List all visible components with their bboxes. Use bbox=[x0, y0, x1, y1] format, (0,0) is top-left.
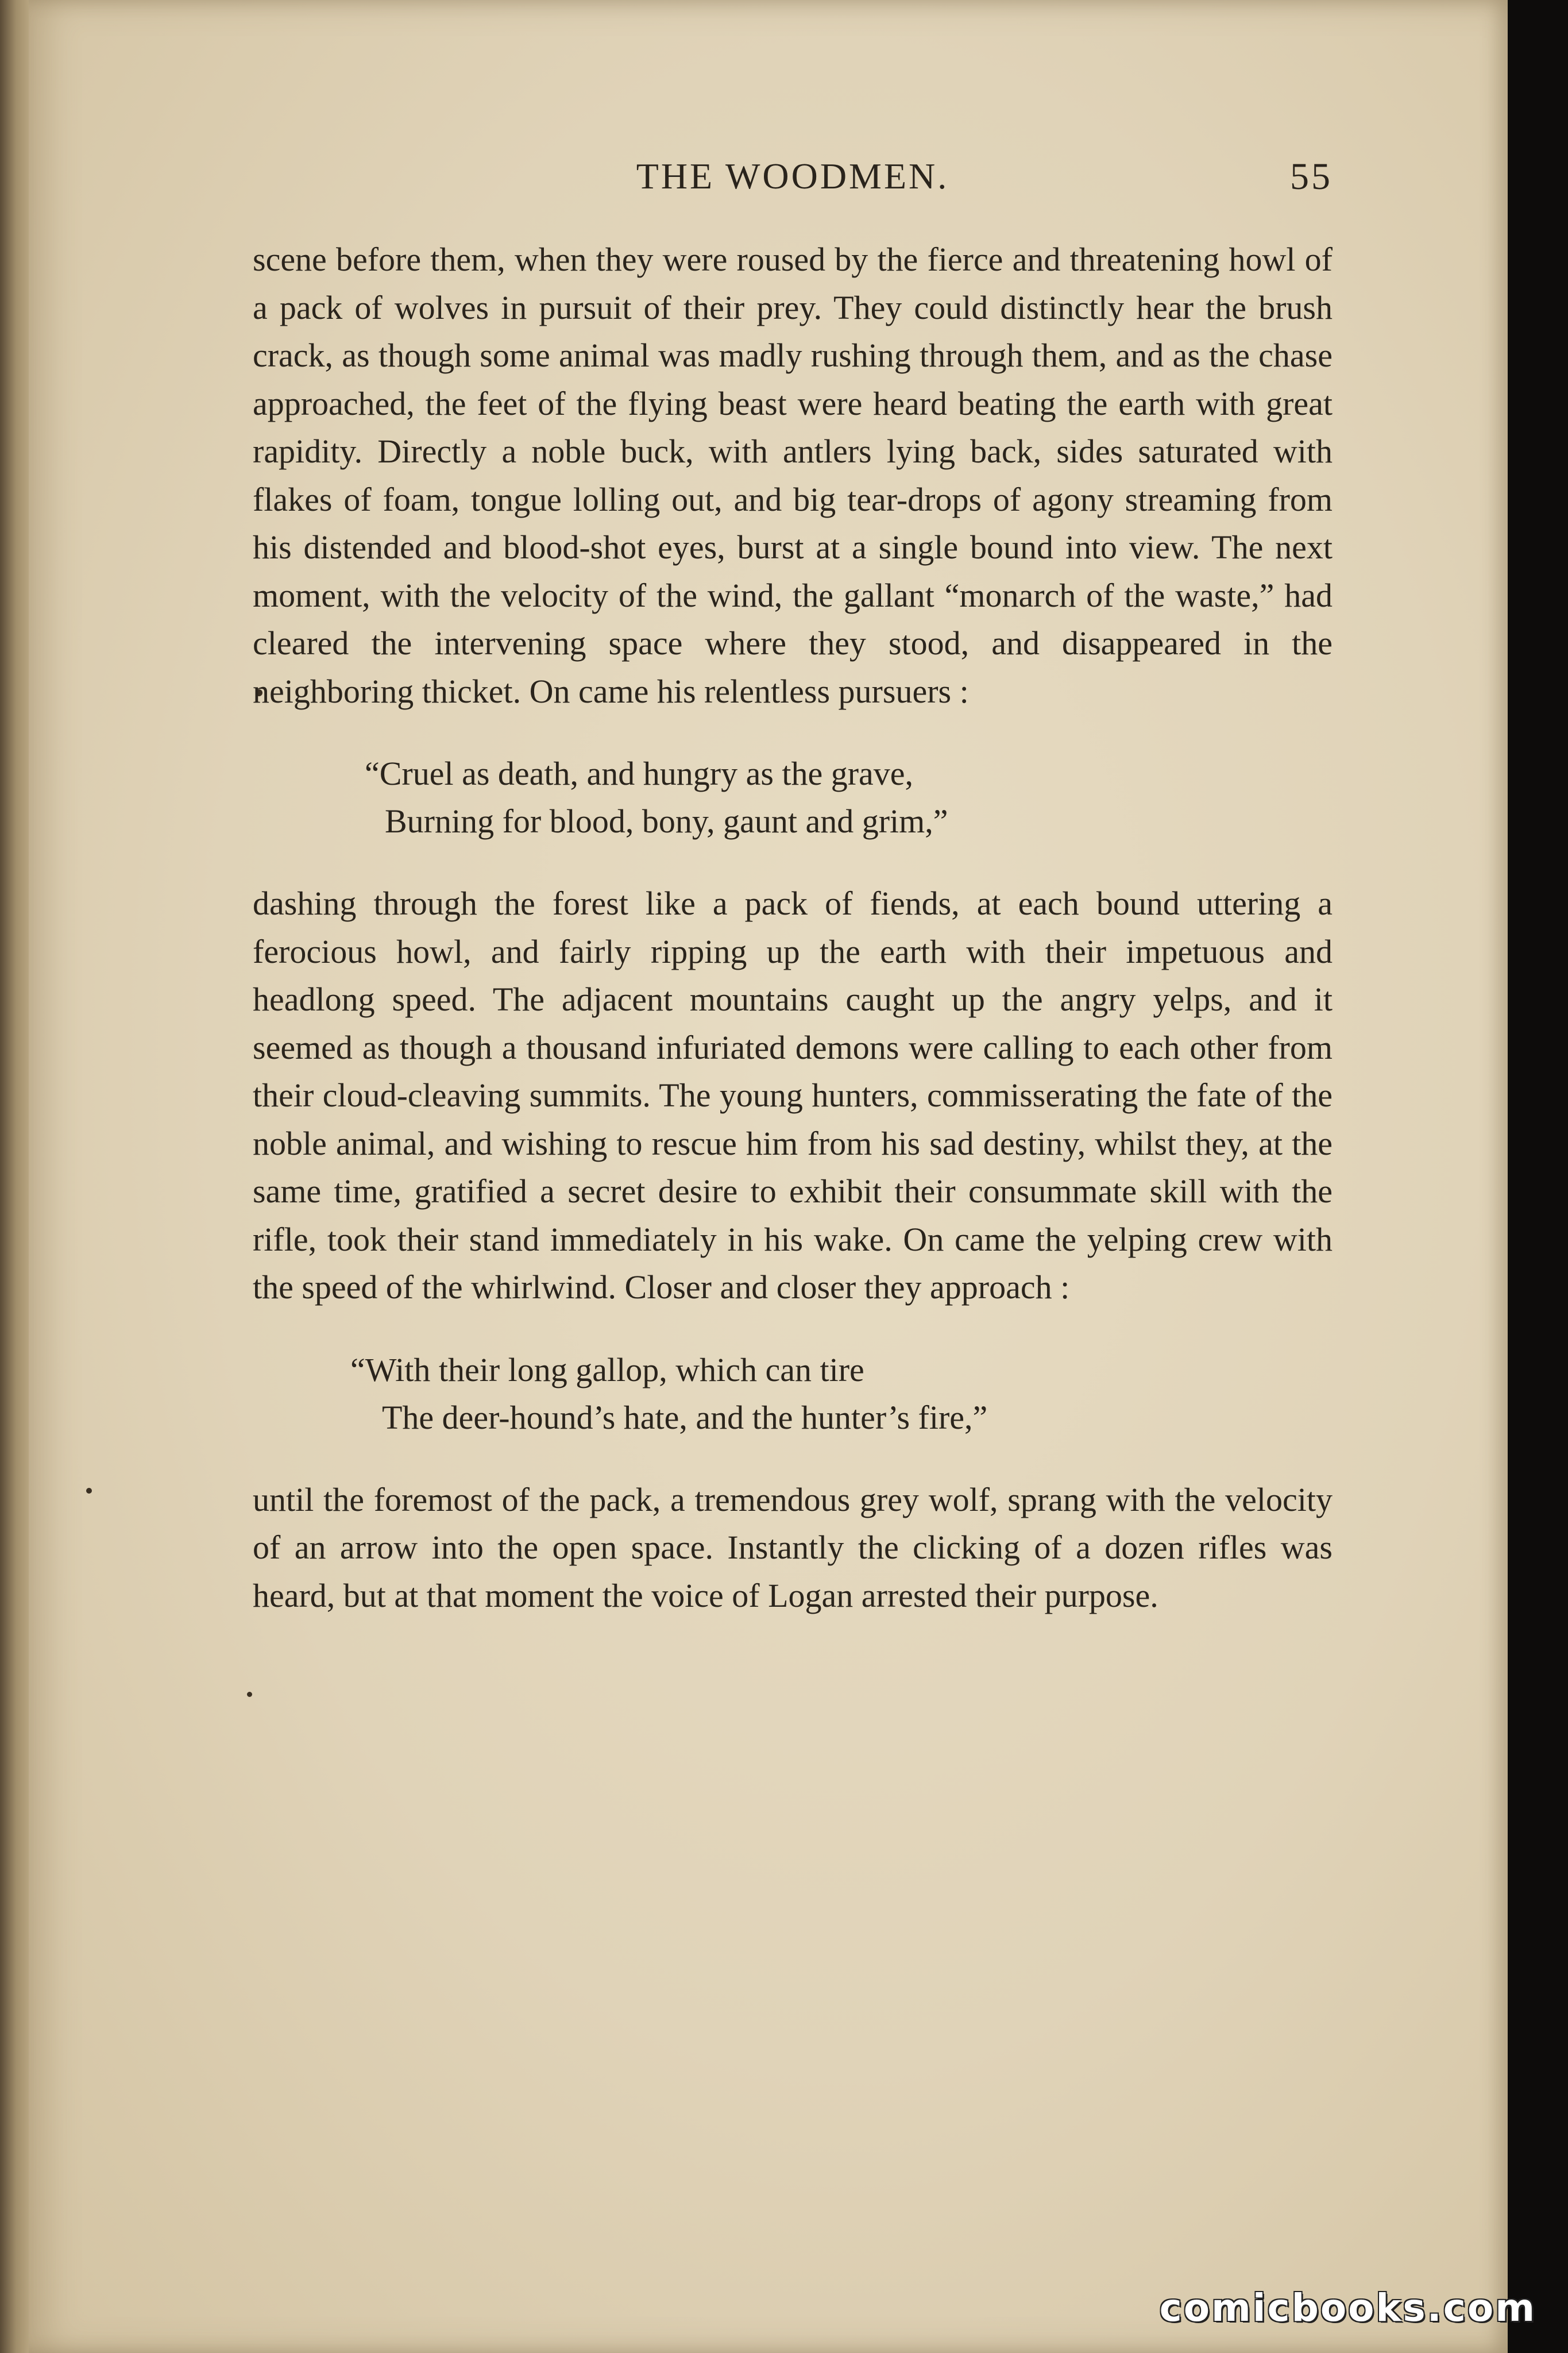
body-paragraph-3: until the foremost of the pack, a tremendous grey wolf, sprang with the velocity of an arrow into the open space. Instantly the clicking of a dozen rifles was heard, but at that moment the voice of Logan arrested their purpose. bbox=[253, 1480, 1333, 1614]
verse-quotation-2 bbox=[253, 1346, 1333, 1441]
body-paragraph-1: scene before them, when they were roused by the fierce and threatening howl of a pack of wolves in pursuit of their prey. They could distinctly hear the brush crack, as though some animal was madly rushing through them, and as the chase approached, the feet of the flying beast were heard beating the earth with great rapidity. Directly a noble buck, with antlers lying back, sides saturated with flakes of foam, tongue lolling out, and big tear-drops of agony streaming from his distended and blood-shot eyes, burst at a single bound into view. The next moment, with the velocity of the wind, the gallant “monarch of the waste,” had cleared the intervening space where they stood, and disappeared in the neighboring thicket. On came his relentless pursuers : bbox=[253, 241, 1333, 710]
verse-line: The deer-hound’s hate, and the hunter’s fire,” bbox=[382, 1398, 988, 1436]
body-paragraph-2: dashing through the forest like a pack of fiends, at each bound uttering a ferocious howl, and fairly ripping up the earth with their impetuous and headlong speed. The adjacent mountains caught up the angry yelps, and it seemed as though a thousand infuriated demons were calling to each other from their cloud-cleaving summits. The young hunters, commisserating the fate of the noble animal, and wishing to rescue him from his sad destiny, whilst they, at the same time, gratified a secret desire to exhibit their consummate skill with the rifle, took their stand immediately in his wake. On came the yelping crew with the speed of the whirlwind. Closer and closer they approach : bbox=[253, 885, 1333, 1306]
verse-line: Burning for blood, bony, gaunt and grim,” bbox=[385, 803, 948, 840]
page-edge-background bbox=[1508, 0, 1568, 2353]
running-head bbox=[253, 155, 1333, 207]
site-watermark: comicbooks.com bbox=[1159, 2286, 1536, 2330]
margin-speck bbox=[247, 1692, 252, 1697]
verse-line: “With their long gallop, which can tire bbox=[350, 1351, 864, 1388]
verse-quotation-1 bbox=[253, 750, 1333, 845]
page-number: 55 bbox=[1290, 156, 1333, 198]
margin-speck bbox=[86, 1488, 92, 1494]
verse-line: “Cruel as death, and hungry as the grave, bbox=[365, 755, 914, 792]
running-title: THE WOODMEN. bbox=[636, 156, 949, 196]
page-text-block bbox=[253, 155, 1333, 1619]
